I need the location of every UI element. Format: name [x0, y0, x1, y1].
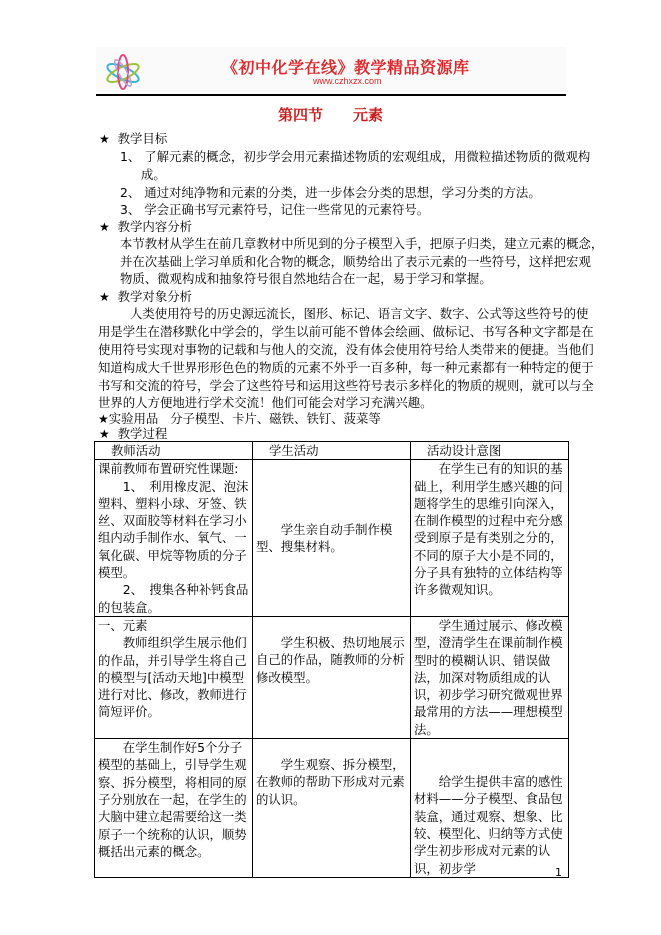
object-analysis-heading: 教学对象分析: [117, 289, 192, 304]
teacher-activity-cell: [95, 739, 253, 878]
page-number: 1: [555, 866, 562, 879]
design-intent-text: 学生通过展示、修改模型，澄清学生在课前制作模型时的模糊认识、错误做法，加深对物质组成的认识，初步学习研究微观世界最常用的方法——理想模型法。: [414, 617, 563, 737]
object-analysis-line: 人类使用符号的历史源远流长，图形、标记、语言文字、数字、公式等这些符号的使: [130, 306, 589, 321]
process-heading: 教学过程: [117, 426, 168, 441]
column-header-intent: 活动设计意图: [411, 442, 569, 460]
object-analysis-line: 使用符号实现对事物的记载和与他人的交流，没有体会使用符号给人类带来的便捷。当他们: [98, 342, 594, 357]
design-intent-text: 在学生已有的知识的基础上，利用学生感兴趣的问题将学生的思维引向深入，在制作模型的过程中充分感受到原子是有类别之分的，不同的原子大小是不同的，分子具有独特的立体结构等许多微观知识。: [414, 461, 563, 598]
design-intent-cell: [411, 460, 569, 617]
column-header-student: 学生活动: [253, 442, 411, 460]
content-analysis-heading: 教学内容分析: [117, 219, 192, 234]
teacher-activity-text: 课前教师布置研究性课题:: [98, 461, 239, 477]
teacher-activity-cell: [95, 460, 253, 617]
content-analysis-line: 本节教材从学生在前几章教材中所见到的分子模型入手，把原子归类，建立元素的概念，: [120, 236, 604, 251]
table-row: [95, 616, 569, 738]
student-activity-cell: [253, 460, 411, 617]
goal-item: 3、 学会正确书写元素符号，记住一些常见的元素符号。: [120, 202, 430, 217]
teacher-activity-text: 教师组织学生展示他们的作品，并引导学生将自己的模型与[活动天地]中模型进行对比、修改，教师进行简短评价。: [98, 635, 247, 720]
section-heading-goals: [99, 130, 167, 148]
teacher-activity-text: 在学生制作好5个分子模型的基础上，引导学生观察、拆分模型，将相同的原子分别放在一起，在学生的大脑中建立起需要给这一类原子一个统称的认识，顺势概括出元素的概念。: [98, 740, 247, 859]
section-heading-object-analysis: [99, 288, 192, 306]
student-activity-text: 学生亲自动手制作模型、搜集材料。: [256, 521, 393, 555]
table-header-row: [95, 442, 569, 460]
student-activity-cell: [253, 739, 411, 878]
design-intent-cell: [411, 739, 569, 878]
goals-heading: 教学目标: [117, 131, 168, 146]
content-analysis-line: 物质、微观构成和抽象符号很自然地结合在一起，易于学习和掌握。: [120, 271, 492, 286]
content-analysis-line: 并在次基础上学习单质和化合物的概念，顺势给出了表示元素的一些符号，这样把宏观: [120, 254, 591, 269]
goal-item: 1、 了解元素的概念，初步学会用元素描述物质的宏观组成，用微粒描述物质的微观构: [120, 149, 591, 164]
teaching-process-table: [94, 441, 569, 878]
teacher-activity-cell: [95, 616, 253, 738]
star-icon: ★: [99, 220, 110, 234]
student-activity-text: 学生观察、拆分模型，在教师的帮助下形成对元素的认识。: [256, 757, 405, 807]
star-icon: ★: [99, 290, 110, 304]
object-analysis-line: 书写和交流的符号，学会了这些符号和运用这些符号表示多样化的物质的规则，就可以与全: [98, 378, 594, 393]
object-analysis-line: 世界的人方便地进行学术交流！他们可能会对学习充满兴趣。: [98, 395, 433, 410]
brand-url: www.czhxzx.com: [313, 76, 382, 86]
goal-item: 2、 通过对纯净物和元素的分类，进一步体会分类的思想，学习分类的方法。: [120, 185, 541, 200]
brand-title: 《初中化学在线》教学精品资源库: [222, 58, 470, 77]
star-icon: ★: [99, 132, 110, 146]
star-icon: ★: [98, 412, 109, 426]
teacher-activity-text: 一、元素: [98, 617, 148, 633]
column-header-teacher: 教师活动: [95, 442, 253, 460]
design-intent-cell: [411, 616, 569, 738]
table-row: [95, 739, 569, 878]
table-row: [95, 460, 569, 617]
materials-heading: 实验用品: [108, 411, 159, 426]
section-heading-content-analysis: [99, 218, 192, 236]
atom-logo-icon: [103, 53, 143, 91]
student-activity-cell: [253, 616, 411, 738]
object-analysis-line: 用是学生在潜移默化中学会的，学生以前可能不曾体会绘画、做标记、书写各种文字都是在: [98, 324, 594, 339]
star-icon: ★: [99, 427, 110, 441]
student-activity-text: 学生积极、热切地展示自己的作品，随教师的分析修改模型。: [256, 634, 405, 685]
materials-value: 分子模型、卡片、磁铁、铁钉、菠菜等: [170, 411, 381, 426]
page-title: 第四节 元素: [277, 106, 383, 124]
object-analysis-line: 知道构成大千世界形形色色的物质的元素不外乎一百多种，每一种元素都有一种特定的便于: [98, 360, 594, 375]
goal-item: 成。: [141, 167, 166, 182]
teacher-activity-text: 1、 利用橡皮泥、泡沫塑料、塑料小球、牙签、铁丝、双面胶等材料在学习小组内动手制作水、氧气、一氧化碳、甲烷等物质的分子模型。: [98, 478, 249, 581]
teacher-activity-text: 2、 搜集各种补钙食品的包装盒。: [98, 582, 249, 615]
design-intent-text: 给学生提供丰富的感性材料——分子模型、食品包装盒，通过观察、想象、比较、模型化、归纳等方式使学生初步形成对元素的认识，初步学: [414, 774, 563, 876]
header-divider: [96, 94, 566, 96]
